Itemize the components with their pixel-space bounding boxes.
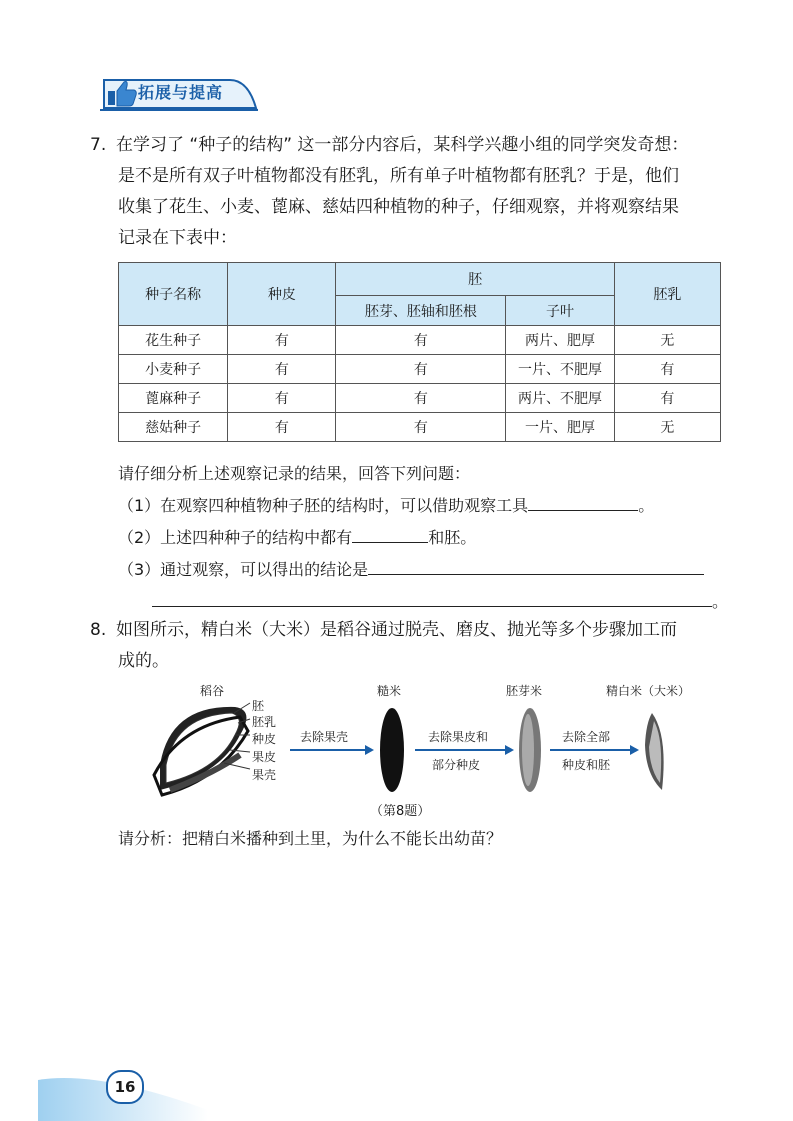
part-label: 胚乳 [252,715,277,729]
stage-label-germ-rice: 胚芽米 [506,684,543,698]
cell: 花生种子 [119,326,228,355]
header-cotyledon: 子叶 [506,296,614,326]
analysis-question: 请分析：把精白米播种到土里，为什么不能长出幼苗？ [118,829,503,848]
header-embryo-parts: 胚芽、胚轴和胚根 [336,296,506,326]
header-endosperm: 胚乳 [614,263,720,326]
cell: 有 [614,384,720,413]
step-label-2b: 部分种皮 [432,758,481,772]
sub-question-text: （3）通过观察，可以得出的结论是 [118,560,369,579]
cell: 蓖麻种子 [119,384,228,413]
brown-rice-illustration [380,708,404,792]
cell: 两片、不肥厚 [506,384,614,413]
table-row [119,355,721,384]
table-row [119,413,721,442]
part-label: 种皮 [252,732,277,746]
cell: 一片、肥厚 [506,413,614,442]
table-row [119,384,721,413]
punct: 。 [712,592,729,611]
cell: 有 [228,384,336,413]
question-number: 8. [90,620,107,640]
part-label: 果壳 [252,768,277,782]
arrow-3 [550,745,639,755]
question-8 [90,615,740,677]
cell: 有 [336,413,506,442]
answer-blank-3b[interactable] [152,588,712,607]
sub-question-text: （1）在观察四种植物种子胚的结构时，可以借助观察工具 [118,496,529,515]
question-line: 成的。 [118,651,169,671]
cell: 有 [614,355,720,384]
instruction: 请仔细分析上述观察记录的结果，回答下列问题： [118,464,471,483]
question-line: 记录在下表中： [118,228,237,248]
sub-question-1 [118,490,738,522]
answer-blank-2[interactable] [352,524,428,543]
sub-question-3-cont [118,586,738,618]
arrow-2 [415,745,514,755]
cell: 一片、不肥厚 [506,355,614,384]
answer-blank-3a[interactable] [368,556,704,575]
part-label: 果皮 [252,750,277,764]
cell: 无 [614,413,720,442]
cell: 有 [228,355,336,384]
question-number: 7. [90,135,107,155]
cell: 两片、肥厚 [506,326,614,355]
step-label-3a: 去除全部 [562,730,611,744]
arrow-1 [290,745,374,755]
germ-rice-illustration [519,708,541,792]
question-line: 是不是所有双子叶植物都没有胚乳，所有单子叶植物都有胚乳？于是，他们 [118,166,679,186]
page-number: 16 [106,1070,144,1104]
cell: 慈姑种子 [119,413,228,442]
sub-question-text: （2）上述四种种子的结构中都有 [118,528,353,547]
table-row [119,326,721,355]
stage-label-paddy: 稻谷 [200,684,225,698]
cell: 有 [228,413,336,442]
header-name: 种子名称 [119,263,228,326]
section-title: 拓展与提高 [138,83,224,102]
paddy-grain-illustration [154,703,250,795]
question-line: 如图所示，精白米（大米）是稻谷通过脱壳、磨皮、抛光等多个步骤加工而 [116,620,677,640]
rice-processing-figure [140,695,740,805]
header-embryo: 胚 [336,263,614,296]
question-7 [90,130,740,254]
cell: 有 [336,384,506,413]
question-line: 在学习了 “种子的结构” 这一部分内容后，某科学兴趣小组的同学突发奇想： [116,135,689,155]
punct: 。 [638,496,655,515]
step-label-1: 去除果壳 [300,730,349,744]
sub-question-3 [118,554,738,586]
sub-question-2 [118,522,738,554]
sub-questions [118,458,738,618]
white-rice-illustration [645,713,664,790]
sub-question-text: 和胚。 [428,528,477,547]
part-label: 胚 [252,699,265,713]
step-label-3b: 种皮和胚 [562,758,611,772]
cell: 无 [614,326,720,355]
cell: 小麦种子 [119,355,228,384]
observation-table [118,262,721,442]
step-label-2a: 去除果皮和 [428,730,489,744]
header-coat: 种皮 [228,263,336,326]
cell: 有 [336,355,506,384]
figure-caption: （第8题） [370,804,431,819]
cell: 有 [336,326,506,355]
answer-blank-1[interactable] [528,492,638,511]
cell: 有 [228,326,336,355]
stage-label-white-rice: 精白米（大米） [606,684,691,698]
stage-label-brown-rice: 糙米 [377,684,402,698]
question-line: 收集了花生、小麦、蓖麻、慈姑四种植物的种子，仔细观察，并将观察结果 [118,197,679,217]
